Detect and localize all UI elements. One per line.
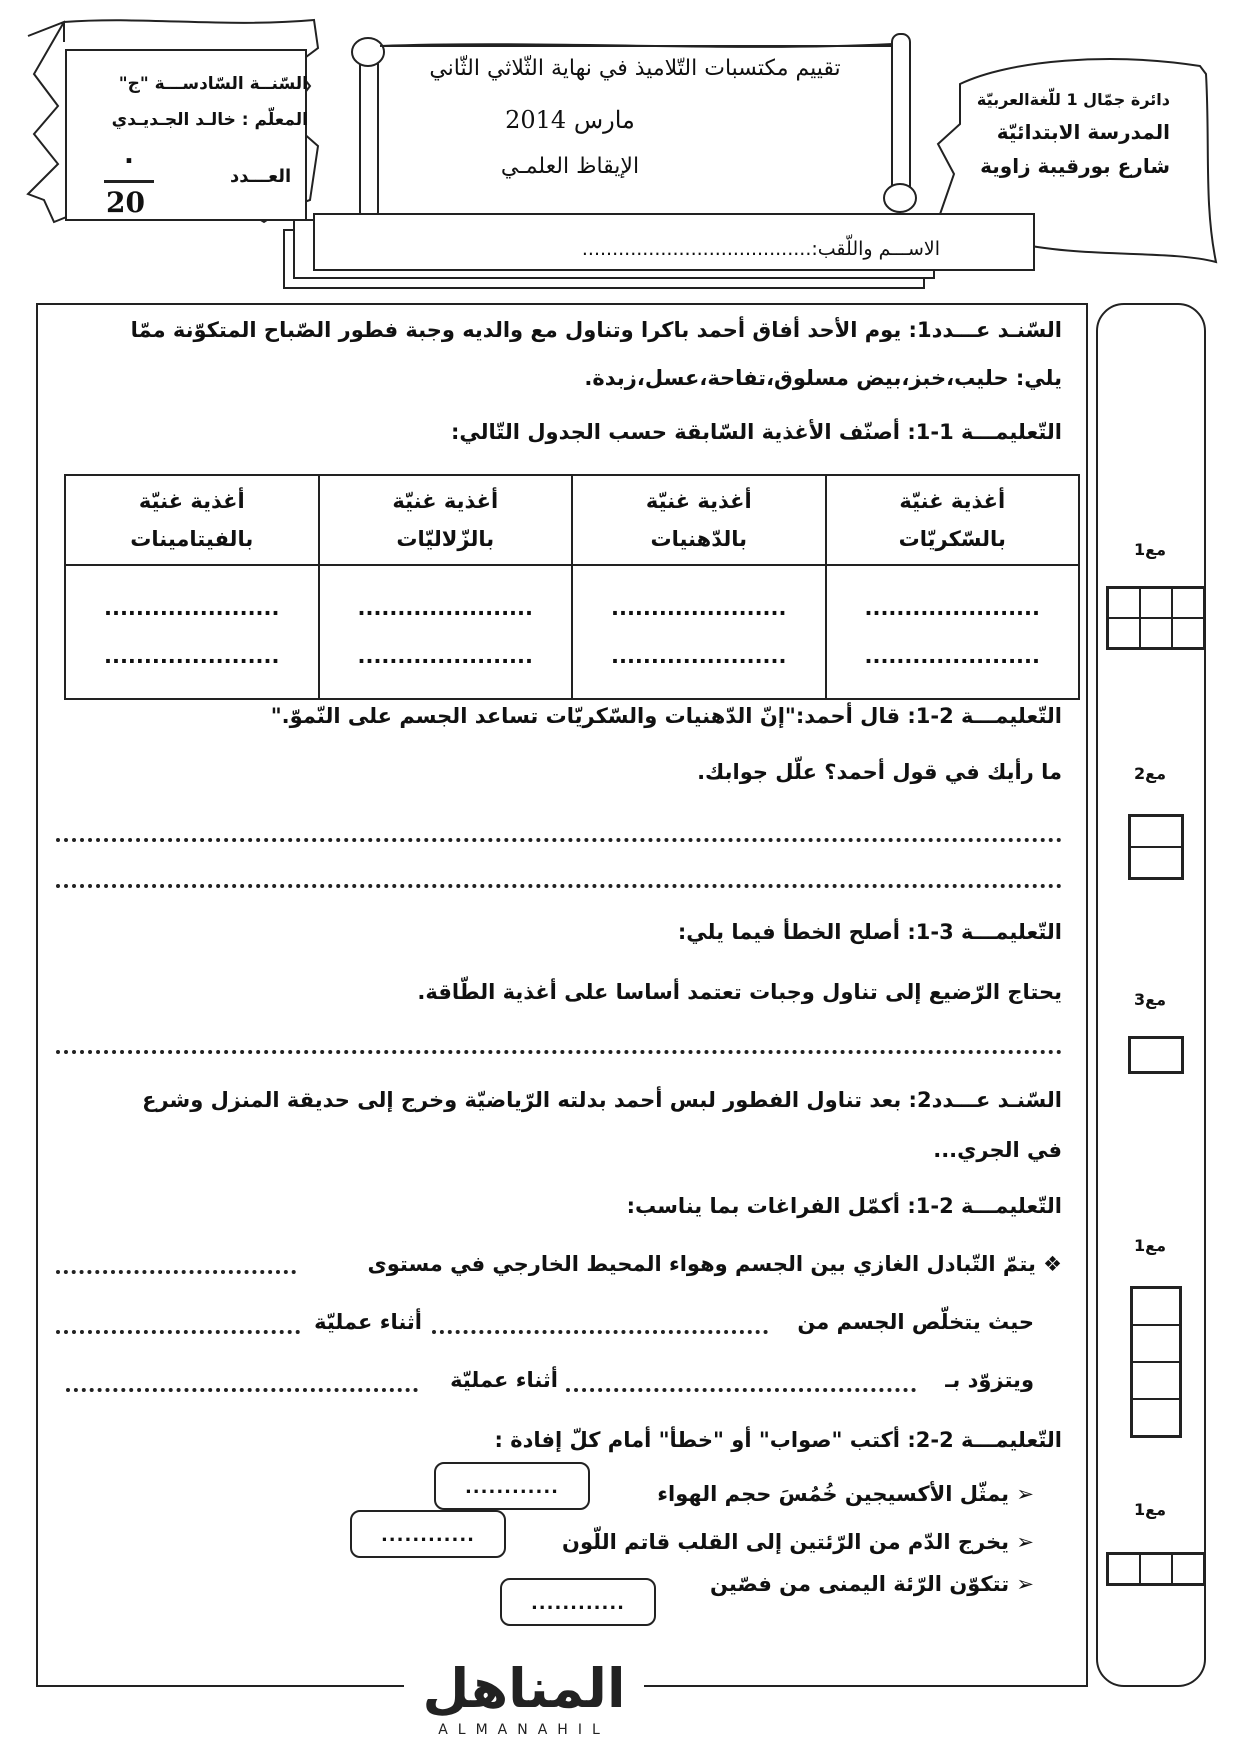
table-header-proteins: أغذية غنيّة بالزّلاليّات <box>319 475 573 565</box>
fill-blank[interactable] <box>66 1388 418 1392</box>
school-line: المدرسة الابتدائيّة <box>996 120 1170 144</box>
support1-text-1: يوم الأحد أفاق أحمد باكرا وتناول مع والديه وجبة فطور الصّباح المتكوّنة ممّا <box>130 318 902 342</box>
support2-text-1: بعد تناول الفطور لبس أحمد بدلته الرّياضيّة وخرج إلى حديقة المنزل وشرع <box>142 1088 902 1112</box>
logo-sub: ALMANAHIL <box>438 1722 610 1738</box>
instruction-2-2-text: أكتب "صواب" أو "خطأ" أمام كلّ إفادة : <box>494 1428 900 1452</box>
instruction-2-2 <box>495 1428 1062 1452</box>
criterion-label: مع2 <box>1134 764 1166 783</box>
answer-box-1[interactable]: ............ <box>434 1462 590 1510</box>
instruction-1-3-sentence: يحتاج الرّضيع إلى تناول وجبات تعتمد أساسا على أغذية الطّاقة. <box>417 980 1062 1004</box>
answer-box-2[interactable]: ............ <box>350 1510 506 1558</box>
statement-1: ➢ يمثّل الأكسيجين خُمُسَ حجم الهواء <box>657 1482 1034 1506</box>
criterion-label: مع1 <box>1134 540 1166 559</box>
criterion-label: مع1 <box>1134 1500 1166 1519</box>
support1-line2: يلي: حليب،خبز،بيض مسلوق،تفاحة،عسل،زبدة. <box>584 366 1062 390</box>
instruction-1-1 <box>451 420 1062 444</box>
table-answer-cell[interactable]: ...................... ...................... <box>572 565 826 699</box>
instruction-1-1-label: التّعليمـــة 1-1: <box>907 420 1062 444</box>
table-header-vitamins: أغذية غنيّة بالفيتامينات <box>65 475 319 565</box>
support1-line1 <box>52 318 1062 342</box>
answer-line[interactable] <box>56 884 1062 888</box>
evaluation-title: تقييم مكتسبات التّلاميذ في نهاية الثّلاثي الثّاني <box>429 56 841 81</box>
fill-blank[interactable] <box>56 1330 300 1334</box>
fill-line-2a: حيث يتخلّص الجسم من <box>797 1310 1034 1334</box>
criterion-label: مع1 <box>1134 1236 1166 1255</box>
criterion-label: مع3 <box>1134 990 1166 1009</box>
fill-blank[interactable] <box>566 1388 916 1392</box>
statement-2: ➢ يخرج الدّم من الرّئتين إلى القلب قاتم اللّون <box>562 1530 1034 1554</box>
support2-line2: في الجري... <box>933 1138 1062 1162</box>
instruction-1-2 <box>271 704 1062 728</box>
score-boxes-5[interactable] <box>1106 1552 1206 1586</box>
statement-3: ➢ تتكوّن الرّئة اليمنى من فصّين <box>709 1572 1034 1596</box>
arrow-icon: ➢ <box>1016 1572 1034 1596</box>
grade-dot: . <box>124 140 134 170</box>
table-answer-cell[interactable]: ...................... ...................... <box>65 565 319 699</box>
food-classification-table <box>64 474 1080 700</box>
answer-line[interactable] <box>56 838 1062 842</box>
arrow-icon: ➢ <box>1016 1482 1034 1506</box>
answer-line[interactable] <box>56 1050 1062 1054</box>
evaluation-date: مارس 2014 <box>505 106 635 134</box>
instruction-1-2-quote: قال أحمد:"إنّ الدّهنيات والسّكريّات تساعد الجسم على النّموّ." <box>270 704 900 728</box>
instruction-1-1-text: أصنّف الأغذية السّابقة حسب الجدول التّالي: <box>450 420 900 444</box>
logo-main: المناهل <box>422 1657 626 1720</box>
score-boxes-1[interactable] <box>1106 586 1206 650</box>
instruction-1-3-text: أصلح الخطأ فيما يلي: <box>677 920 900 944</box>
instruction-1-2-question: ما رأيك في قول أحمد؟ علّل جوابك. <box>697 760 1062 784</box>
instruction-1-2-label: التّعليمـــة 2-1: <box>907 704 1062 728</box>
table-header-sugars: أغذية غنيّة بالسّكريّات <box>826 475 1080 565</box>
fill-line-3a: ويتزوّد بـ <box>945 1368 1034 1392</box>
support1-label: السّنـد عـــدد1: <box>908 318 1062 342</box>
table-header-fats: أغذية غنيّة بالدّهنيات <box>572 475 826 565</box>
street-line: شارع بورقيبة زاوية <box>980 154 1170 178</box>
instruction-2-2-label: التّعليمـــة 2-2: <box>907 1428 1062 1452</box>
district-line: دائرة جمّال 1 للّغةالعربيّة <box>976 90 1170 109</box>
table-answer-cell[interactable]: ...................... ...................... <box>826 565 1080 699</box>
instruction-1-3 <box>678 920 1062 944</box>
score-boxes-4[interactable] <box>1130 1286 1182 1438</box>
table-answer-cell[interactable]: ...................... ...................... <box>319 565 573 699</box>
support2-line1 <box>52 1088 1062 1112</box>
grade-total: 20 <box>106 186 145 219</box>
instruction-1-3-label: التّعليمـــة 3-1: <box>907 920 1062 944</box>
score-boxes-2[interactable] <box>1128 814 1184 880</box>
arrow-icon: ➢ <box>1016 1530 1034 1554</box>
instruction-2-1-label: التّعليمـــة 2-1: <box>907 1194 1062 1218</box>
teacher-line: المعلّم : خالـد الجـديـدي <box>111 110 308 130</box>
subject-title: الإيقاظ العلمـي <box>500 154 640 179</box>
grade-label: العـــدد <box>230 166 292 187</box>
instruction-2-1 <box>627 1194 1062 1218</box>
fill-blank[interactable] <box>432 1330 768 1334</box>
name-field[interactable]: الاســـم واللّقب:...................................... <box>581 238 940 260</box>
instruction-2-1-text: أكمّل الفراغات بما يناسب: <box>626 1194 900 1218</box>
bullet-icon: ❖ <box>1043 1252 1062 1276</box>
logo <box>404 1654 644 1752</box>
class-line: السّنــة السّادســـة "ج" <box>118 74 308 94</box>
answer-box-3[interactable]: ............ <box>500 1578 656 1626</box>
support2-label: السّنـد عـــدد2: <box>908 1088 1062 1112</box>
score-boxes-3[interactable] <box>1128 1036 1184 1074</box>
fill-blank[interactable] <box>56 1270 296 1274</box>
fill-line-2b: أثناء عمليّة <box>314 1310 422 1334</box>
fill-line-1: ❖ يتمّ التّبادل الغازي بين الجسم وهواء المحيط الخارجي في مستوى <box>367 1252 1062 1276</box>
fraction-bar <box>104 180 154 183</box>
fill-line-3b: أثناء عمليّة <box>450 1368 558 1392</box>
